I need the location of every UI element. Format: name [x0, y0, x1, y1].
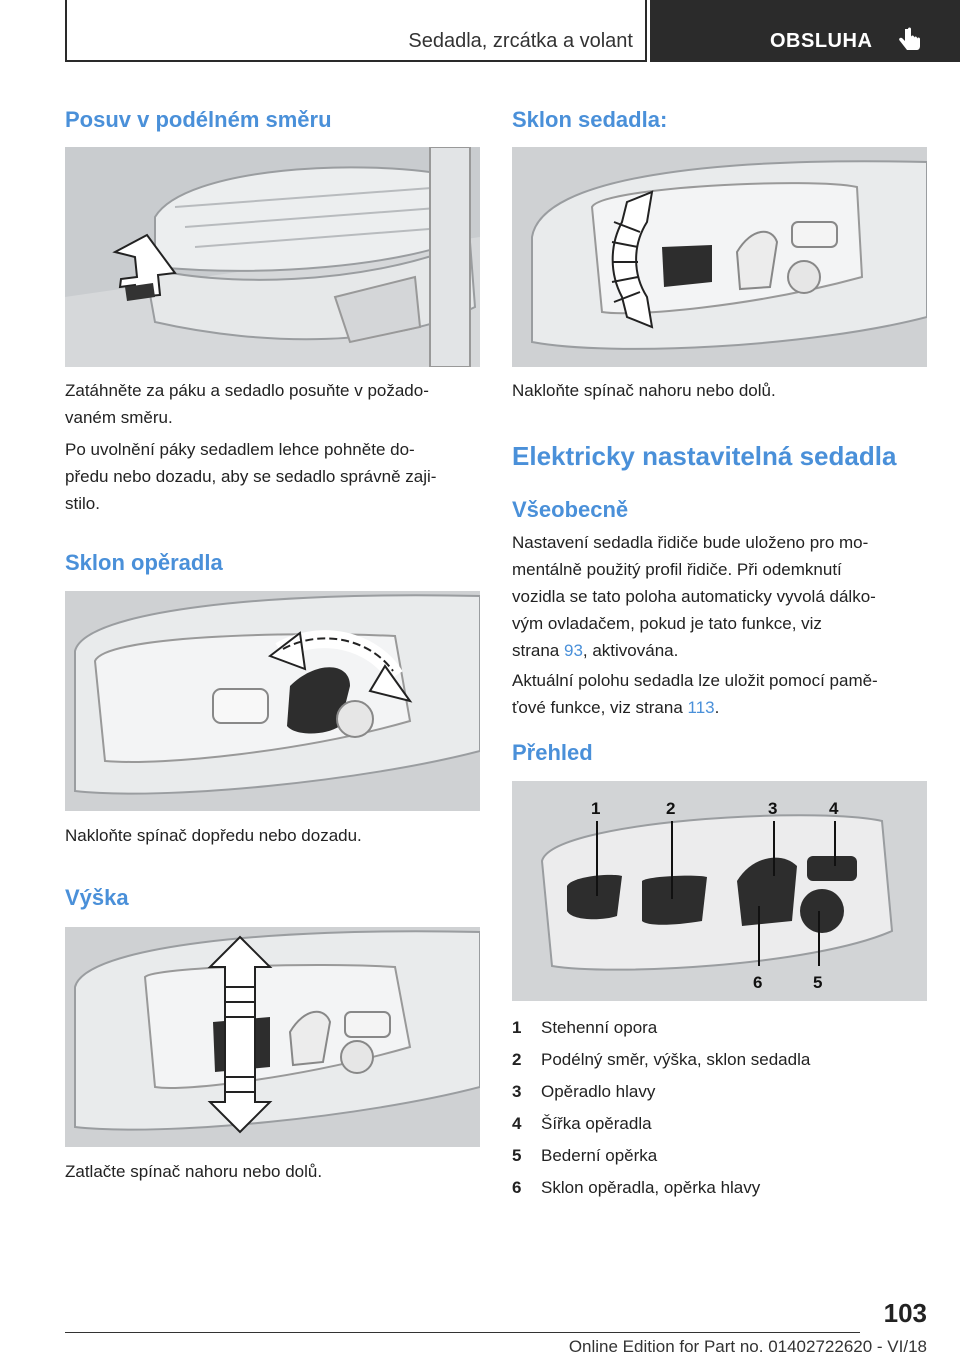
posuv-text-1a: Zatáhněte za páku a sedadlo posuňte v požado‐ [65, 381, 429, 400]
vseobecne-text-1e-pre: strana [512, 641, 564, 660]
header-chapter-box [65, 0, 647, 62]
posuv-text-2c: stilo. [65, 494, 100, 513]
callout-1: 1 [591, 799, 601, 818]
legend-item [512, 1108, 932, 1140]
legend-label: Sklon opěradla, opěrka hlavy [541, 1178, 761, 1197]
footer-divider [65, 1332, 860, 1333]
posuv-text-2b: předu nebo dozadu, aby se sedadlo správně zaji‐ [65, 467, 437, 486]
seat-tilt-figure [512, 147, 927, 367]
vseobecne-text-2b [512, 694, 719, 721]
vseobecne-text-1e [512, 637, 678, 664]
vseobecne-text-2a: Aktuální polohu sedadla lze uložit pomocí pamě‐ [512, 671, 878, 690]
legend-item [512, 1044, 932, 1076]
callout-3: 3 [768, 799, 778, 818]
vseobecne-text-2b-pre: ťové funkce, viz strana [512, 698, 688, 717]
vseobecne-text-1c: vozidla se tato poloha automaticky vyvolá dálko‐ [512, 587, 876, 606]
vseobecne-text-1b: mentálně použitý profil řidiče. Při odemknutí [512, 560, 842, 579]
page-number: 103 [883, 1298, 927, 1328]
heading-sklon-operadla: Sklon opěradla [65, 550, 223, 575]
vseobecne-text-1d: vým ovladačem, pokud je tato funkce, viz [512, 614, 822, 633]
vseobecne-text-1a: Nastavení sedadla řidiče bude uloženo pro mo‐ [512, 533, 869, 552]
legend-number: 2 [512, 1050, 522, 1069]
legend-number: 3 [512, 1082, 522, 1101]
seat-longitudinal-figure [65, 147, 480, 367]
legend-label: Šířka opěradla [541, 1114, 652, 1133]
legend-label: Opěradlo hlavy [541, 1082, 656, 1101]
chapter-title: Sedadla, zrcátka a volant [408, 30, 633, 52]
edition-text: Online Edition for Part no. 01402722620 - VI/18 [568, 1337, 927, 1356]
legend-number: 6 [512, 1178, 522, 1197]
heading-elektricky: Elektricky nastavitelná sedadla [512, 441, 897, 471]
callout-5: 5 [813, 973, 823, 992]
header-section-box [650, 0, 960, 62]
vseobecne-text-1e-post: , aktivována. [582, 641, 679, 660]
heading-sklon-sedadla: Sklon sedadla: [512, 107, 668, 132]
vseobecne-text-2b-post: . [714, 698, 720, 717]
vyska-text: Zatlačte spínač nahoru nebo dolů. [65, 1162, 323, 1181]
legend-number: 4 [512, 1114, 522, 1133]
legend-number: 1 [512, 1018, 522, 1037]
callout-6: 6 [753, 973, 763, 992]
heading-prehled: Přehled [512, 740, 593, 765]
section-title: OBSLUHA [770, 30, 873, 52]
seat-height-figure [65, 927, 480, 1147]
legend-item [512, 1076, 932, 1108]
page-link-113[interactable]: 113 [687, 698, 715, 717]
heading-vseobecne: Všeobecně [512, 497, 629, 522]
posuv-text-2a: Po uvolnění páky sedadlem lehce pohněte do‐ [65, 440, 415, 459]
legend-item [512, 1012, 932, 1044]
heading-vyska: Výška [65, 885, 129, 910]
callout-4: 4 [829, 799, 839, 818]
legend-label: Bederní opěrka [541, 1146, 658, 1165]
posuv-text-1b: vaném směru. [65, 408, 173, 427]
overview-legend-list [512, 1012, 932, 1204]
sklon-sedadla-text: Nakloňte spínač nahoru nebo dolů. [512, 381, 776, 400]
legend-label: Stehenní opora [541, 1018, 658, 1037]
legend-label: Podélný směr, výška, sklon sedadla [541, 1050, 811, 1069]
legend-item [512, 1172, 932, 1204]
backrest-tilt-figure [65, 591, 480, 811]
overview-figure [512, 781, 927, 1001]
page-link-93[interactable]: 93 [563, 641, 583, 660]
legend-item [512, 1140, 932, 1172]
callout-2: 2 [666, 799, 676, 818]
sklon-operadla-text: Nakloňte spínač dopředu nebo dozadu. [65, 826, 362, 845]
hand-pointer-icon [895, 26, 923, 54]
legend-number: 5 [512, 1146, 522, 1165]
heading-posuv: Posuv v podélném směru [65, 107, 332, 132]
